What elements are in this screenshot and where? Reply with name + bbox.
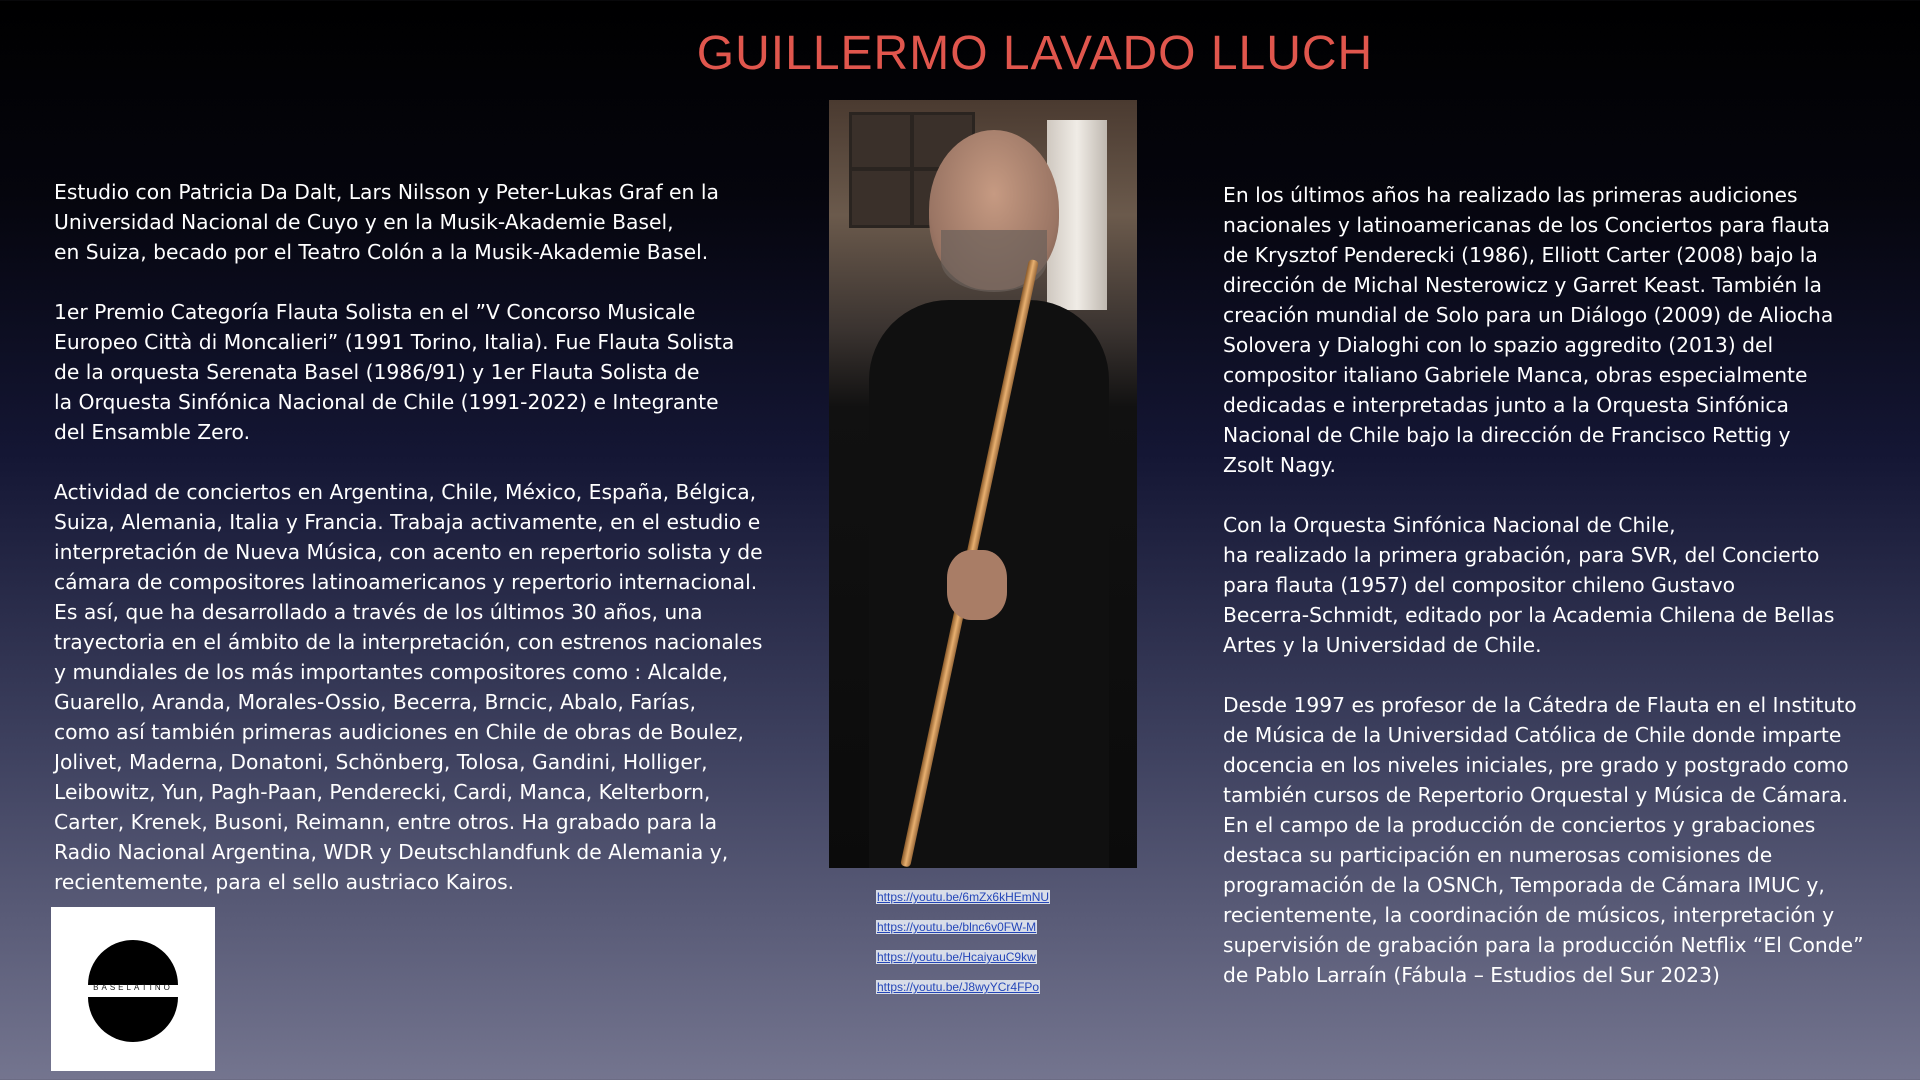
youtube-link-4[interactable]: https://youtu.be/J8wyYCr4FPo <box>877 980 1040 994</box>
text-line: recientemente, la coordinación de músicos, interpretación y <box>1223 903 1835 927</box>
portrait-photo <box>829 100 1137 868</box>
page-title: GUILLERMO LAVADO LLUCH <box>696 27 1374 80</box>
text-line: En el campo de la producción de conciertos y grabaciones <box>1223 813 1816 837</box>
text-line: docencia en los niveles iniciales, pre grado y postgrado como <box>1223 753 1849 777</box>
bio-right-paragraph <box>1223 690 1864 990</box>
youtube-links <box>876 890 1050 1010</box>
text-line: compositor italiano Gabriele Manca, obras especialmente <box>1223 363 1808 387</box>
text-line: Leibowitz, Yun, Pagh-Paan, Penderecki, Cardi, Manca, Kelterborn, <box>54 780 711 804</box>
text-line: en Suiza, becado por el Teatro Colón a la Musik-Akademie Basel. <box>54 240 709 264</box>
text-line: Artes y la Universidad de Chile. <box>1223 633 1542 657</box>
text-line: Europeo Città di Moncalieri” (1991 Torino, Italia). Fue Flauta Solista <box>54 330 735 354</box>
text-line: de Música de la Universidad Católica de Chile donde imparte <box>1223 723 1842 747</box>
text-line: Becerra-Schmidt, editado por la Academia Chilena de Bellas <box>1223 603 1835 627</box>
text-line: de la orquesta Serenata Basel (1986/91) y 1er Flauta Solista de <box>54 360 700 384</box>
text-line: Desde 1997 es profesor de la Cátedra de Flauta en el Instituto <box>1223 693 1857 717</box>
bio-left-paragraph <box>54 297 763 447</box>
text-line: Guarello, Aranda, Morales-Ossio, Becerra, Brncic, Abalo, Farías, <box>54 690 696 714</box>
text-line: nacionales y latinoamericanas de los Conciertos para flauta <box>1223 213 1830 237</box>
text-line: En los últimos años ha realizado las primeras audiciones <box>1223 183 1798 207</box>
text-line: Zsolt Nagy. <box>1223 453 1336 477</box>
text-line: como así también primeras audiciones en Chile de obras de Boulez, <box>54 720 744 744</box>
text-line: dirección de Michal Nesterowicz y Garret Keast. También la <box>1223 273 1822 297</box>
portrait-hand <box>947 550 1007 620</box>
text-line: del Ensamble Zero. <box>54 420 251 444</box>
text-line: de Krysztof Penderecki (1986), Elliott Carter (2008) bajo la <box>1223 243 1818 267</box>
text-line: Nacional de Chile bajo la dirección de Francisco Rettig y <box>1223 423 1791 447</box>
text-line: ha realizado la primera grabación, para SVR, del Concierto <box>1223 543 1820 567</box>
text-line: también cursos de Repertorio Orquestal y Música de Cámara. <box>1223 783 1849 807</box>
text-line: supervisión de grabación para la producción Netflix “El Conde” <box>1223 933 1864 957</box>
youtube-link-1[interactable]: https://youtu.be/6mZx6kHEmNU <box>877 890 1050 904</box>
text-line: Actividad de conciertos en Argentina, Chile, México, España, Bélgica, <box>54 480 757 504</box>
text-line: Radio Nacional Argentina, WDR y Deutschlandfunk de Alemania y, <box>54 840 729 864</box>
text-line: interpretación de Nueva Música, con acento en repertorio solista y de <box>54 540 763 564</box>
text-line: para flauta (1957) del compositor chileno Gustavo <box>1223 573 1736 597</box>
baselatino-logo <box>51 907 215 1071</box>
text-line: y mundiales de los más importantes compositores como : Alcalde, <box>54 660 729 684</box>
text-line: creación mundial de Solo para un Diálogo (2009) de Aliocha <box>1223 303 1834 327</box>
youtube-link-3[interactable]: https://youtu.be/HcaiyauC9kw <box>877 950 1036 964</box>
text-line: recientemente, para el sello austriaco Kairos. <box>54 870 515 894</box>
text-line: Carter, Krenek, Busoni, Reimann, entre otros. Ha grabado para la <box>54 810 718 834</box>
text-line: Con la Orquesta Sinfónica Nacional de Chile, <box>1223 513 1676 537</box>
text-line: Jolivet, Maderna, Donatoni, Schönberg, Tolosa, Gandini, Holliger, <box>54 750 708 774</box>
bio-left-paragraph <box>54 177 763 267</box>
text-line: 1er Premio Categoría Flauta Solista en el ”V Concorso Musicale <box>54 300 696 324</box>
text-line: Es así, que ha desarrollado a través de los últimos 30 años, una <box>54 600 703 624</box>
bio-left-column <box>54 177 763 897</box>
text-line: Estudio con Patricia Da Dalt, Lars Nilsson y Peter-Lukas Graf en la <box>54 180 719 204</box>
logo-text: BASELATINO <box>93 983 173 992</box>
text-line: programación de la OSNCh, Temporada de Cámara IMUC y, <box>1223 873 1825 897</box>
text-line: dedicadas e interpretadas junto a la Orquesta Sinfónica <box>1223 393 1789 417</box>
text-line: de Pablo Larraín (Fábula – Estudios del Sur 2023) <box>1223 963 1720 987</box>
text-line: la Orquesta Sinfónica Nacional de Chile (1991-2022) e Integrante <box>54 390 719 414</box>
text-line: Universidad Nacional de Cuyo y en la Musik-Akademie Basel, <box>54 210 674 234</box>
youtube-link-2[interactable]: https://youtu.be/blnc6v0FW-M <box>877 920 1037 934</box>
bio-right-paragraph <box>1223 510 1864 660</box>
bio-left-paragraph <box>54 477 763 897</box>
bio-right-column <box>1223 180 1864 990</box>
text-line: trayectoria en el ámbito de la interpretación, con estrenos nacionales <box>54 630 763 654</box>
text-line: Suiza, Alemania, Italia y Francia. Trabaja activamente, en el estudio e <box>54 510 761 534</box>
text-line: Solovera y Dialoghi con lo spazio aggredito (2013) del <box>1223 333 1774 357</box>
text-line: destaca su participación en numerosas comisiones de <box>1223 843 1773 867</box>
bio-right-paragraph <box>1223 180 1864 480</box>
text-line: cámara de compositores latinoamericanos y repertorio internacional. <box>54 570 758 594</box>
